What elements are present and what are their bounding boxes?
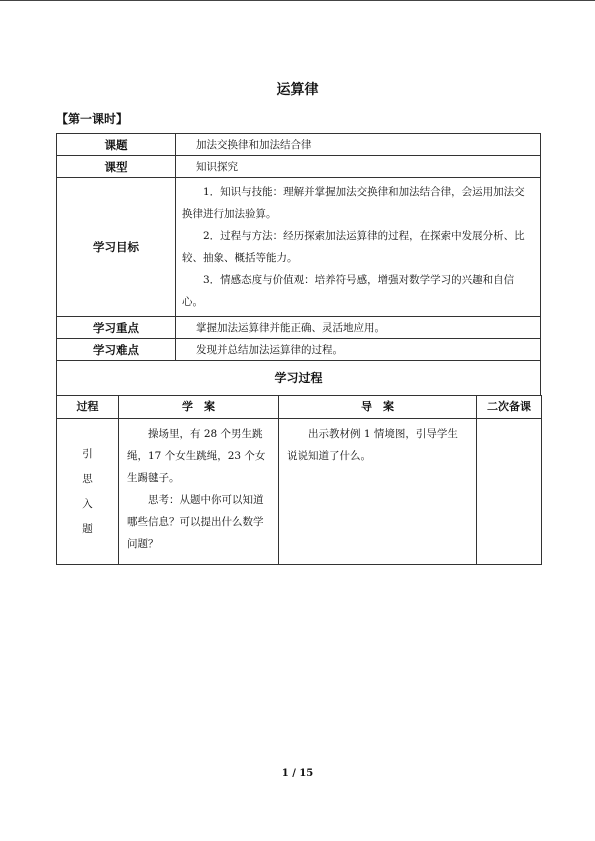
process-header-row bbox=[57, 396, 542, 419]
topic-row bbox=[57, 134, 541, 156]
stage-char: 思 bbox=[82, 472, 93, 485]
top-rule bbox=[0, 0, 595, 1]
second-prep-cell bbox=[477, 419, 542, 565]
process-table bbox=[56, 395, 542, 565]
daoan-cell bbox=[279, 419, 477, 565]
header-xuean: 学 案 bbox=[119, 396, 279, 419]
difficulty-value: 发现并总结加法运算律的过程。 bbox=[176, 339, 541, 361]
page-number: 1 / 15 bbox=[281, 768, 314, 779]
goals-row bbox=[57, 178, 541, 317]
key-label: 学习重点 bbox=[57, 317, 176, 339]
process-row bbox=[57, 419, 542, 565]
type-value: 知识探究 bbox=[176, 156, 541, 178]
key-row bbox=[57, 317, 541, 339]
difficulty-row bbox=[57, 339, 541, 361]
topic-value: 加法交换律和加法结合律 bbox=[176, 134, 541, 156]
xuean-question: 思考：从题中你可以知道哪些信息？可以提出什么数学问题？ bbox=[127, 494, 264, 550]
xuean-scenario: 操场里，有 28 个男生跳绳，17 个女生跳绳，23 个女生踢毽子。 bbox=[127, 428, 266, 484]
stage-char: 引 bbox=[82, 447, 93, 460]
stage-char: 入 bbox=[82, 497, 93, 510]
key-value: 掌握加法运算律并能正确、灵活地应用。 bbox=[176, 317, 541, 339]
header-stage: 过程 bbox=[57, 396, 119, 419]
lesson-period: 【第一课时】 bbox=[56, 112, 129, 126]
goals-cell bbox=[176, 178, 541, 317]
difficulty-label: 学习难点 bbox=[57, 339, 176, 361]
type-label: 课型 bbox=[57, 156, 176, 178]
stage-char: 题 bbox=[82, 522, 93, 535]
goal-1: 1．知识与技能：理解并掌握加法交换律和加法结合律，会运用加法交换律进行加法验算。 bbox=[182, 186, 525, 220]
stage-cell bbox=[57, 419, 119, 565]
topic-label: 课题 bbox=[57, 134, 176, 156]
page-title: 运算律 bbox=[276, 82, 319, 98]
process-title-row bbox=[57, 361, 541, 396]
type-row bbox=[57, 156, 541, 178]
header-second-prep: 二次备课 bbox=[477, 396, 542, 419]
header-daoan: 导 案 bbox=[279, 396, 477, 419]
goal-2: 2．过程与方法：经历探索加法运算律的过程，在探索中发展分析、比较、抽象、概括等能力。 bbox=[182, 230, 525, 264]
lesson-info-table bbox=[56, 133, 541, 396]
process-title: 学习过程 bbox=[57, 361, 541, 396]
goal-3: 3．情感态度与价值观：培养符号感，增强对数学学习的兴趣和自信心。 bbox=[182, 274, 515, 308]
daoan-text: 出示教材例 1 情境图，引导学生说说知道了什么。 bbox=[287, 428, 458, 462]
xuean-cell bbox=[119, 419, 279, 565]
goals-label: 学习目标 bbox=[57, 178, 176, 317]
